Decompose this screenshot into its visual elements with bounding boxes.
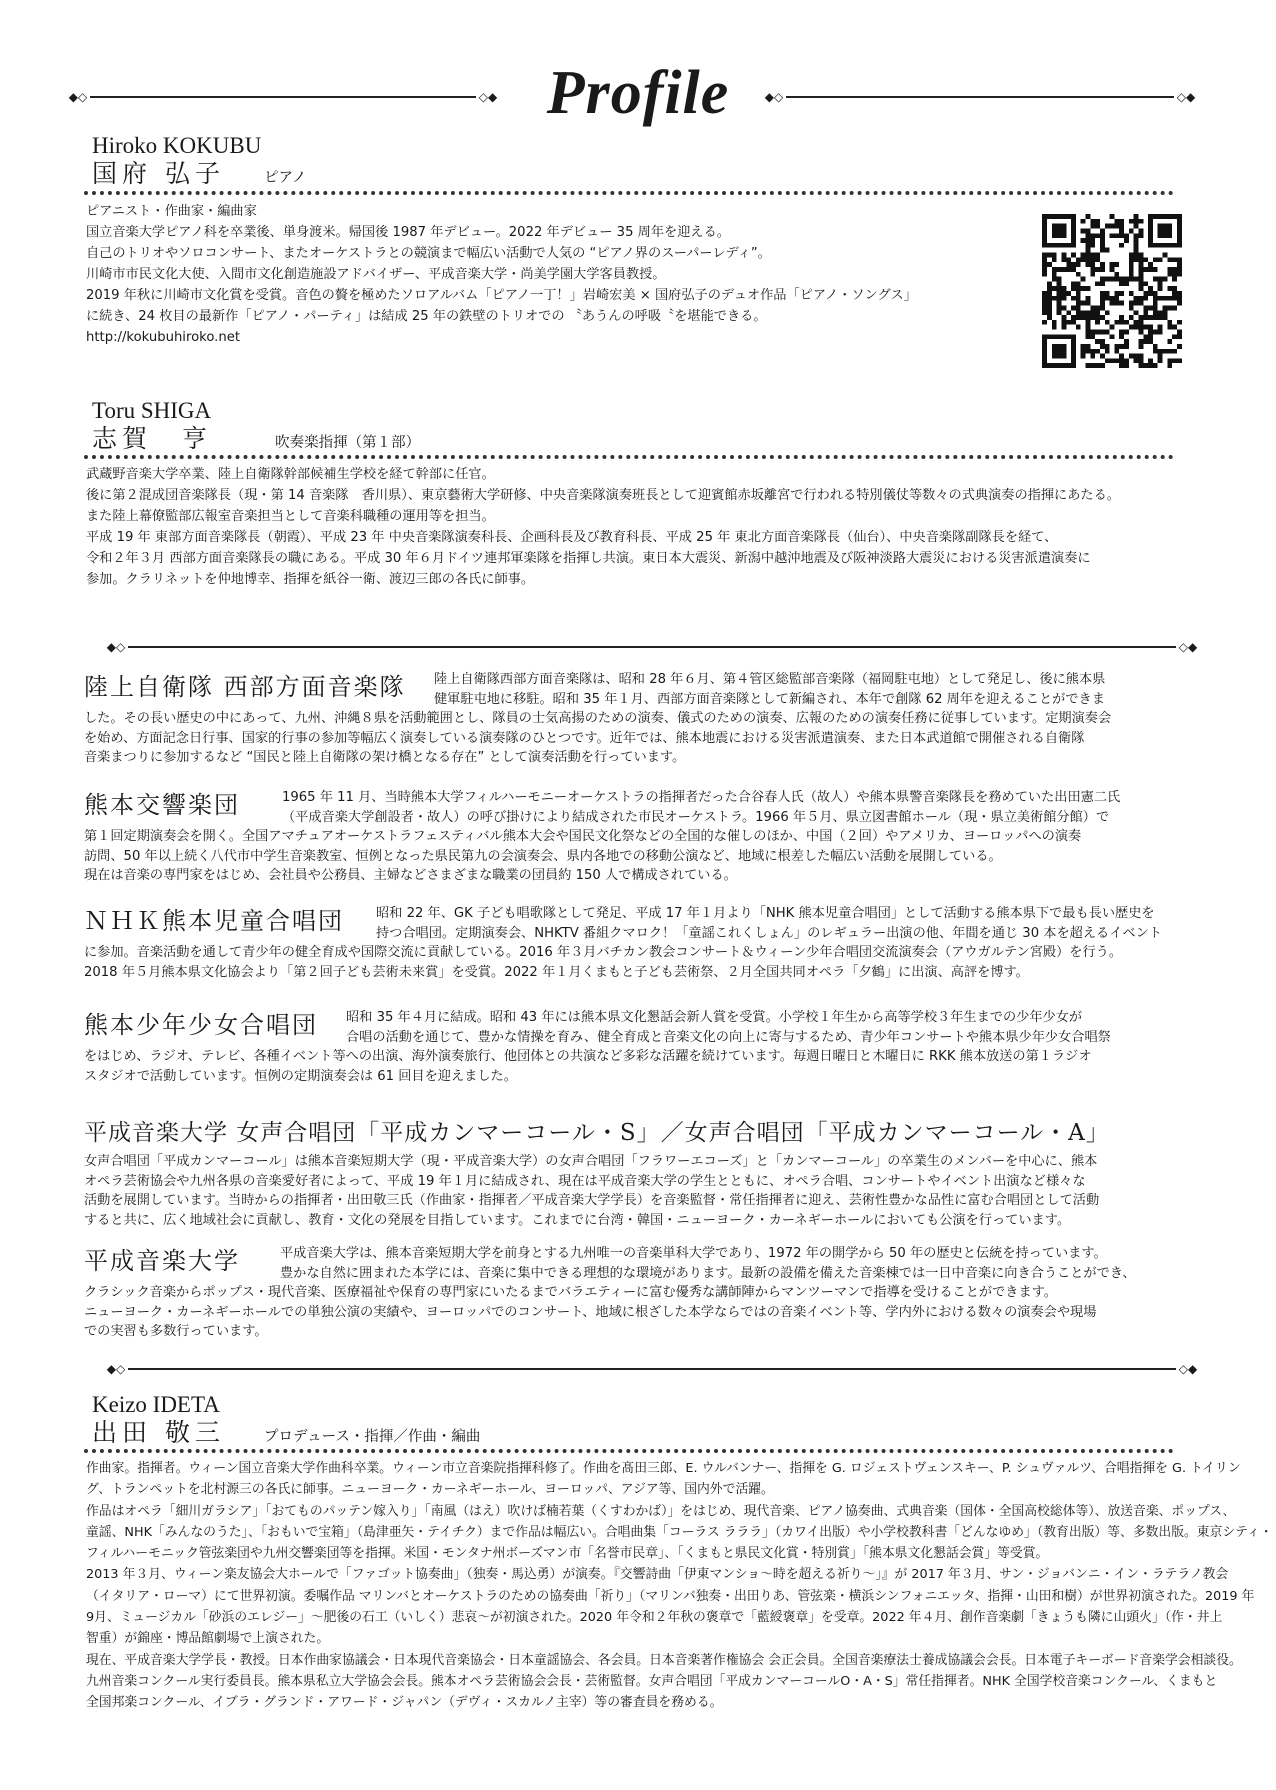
shiga-bio-line: 参加。クラリネットを仲地博幸、指揮を紙谷一衛、渡辺三郎の各氏に師事。 [86, 572, 535, 587]
group-body-line: すると共に、広く地域社会に貢献し、教育・文化の発展を目指しています。これまでに台湾・韓国・ニューヨーク・カーネギーホールにおいても公演を行っています。 [84, 1212, 1071, 1228]
kokubu-name-jp: 国府 弘子 [92, 159, 225, 188]
group-intro [376, 904, 1162, 943]
group-body-line: ニューヨーク・カーネギーホールでの単独公演の実績や、ヨーロッパでのコンサート、地域に根ざした本学ならではの音楽イベント等、学内外における数々の演奏会や現場 [84, 1304, 1097, 1320]
group-title: 熊本交響楽団 [84, 791, 240, 819]
group-body-line: 2018 年５月熊本県文化協会より「第２回子ども芸術未来賞」を受賞。2022 年１月くまもと子ども芸術祭、２月全国共同オペラ「夕鶴」に出演、高評を博す。 [84, 964, 1029, 980]
kokubu-bio-line: に続き、24 枚目の最新作「ピアノ・パーティ」は結成 25 年の鉄壁のトリオでの 〝あうんの呼吸〝を堪能できる。 [86, 309, 767, 324]
group-intro [280, 1244, 1136, 1283]
ideta-bio-line: （イタリア・ローマ）にて世界初演。委嘱作品 マリンバとオーケストラのための協奏曲「祈り」（マリンバ独奏・出田りあ、管弦楽・横浜シンフォニエッタ、指揮・山田和樹）が世界初演された。2019 年 [86, 1588, 1255, 1604]
group-body-line: 現在は音楽の専門家をはじめ、会社員や公務員、主婦などさまざまな職業の団員約 150 人で構成されている。 [84, 868, 737, 883]
group-intro-line: 1965 年 11 月、当時熊本大学フィルハーモニーオーケストラの指揮者だった合谷春人氏（故人）や熊本県警音楽隊長を務めていた出田憲二氏 [282, 790, 1121, 805]
group-body [84, 1047, 1092, 1086]
section-rule-2: ◆◇ ◇◆ [106, 1362, 1198, 1376]
kokubu-role: ピアノ [264, 170, 307, 186]
group-body-line: オペラ芸術協会や九州各県の音楽愛好者によって、平成 19 年１月に結成され、現在は平成音楽大学の学生とともに、オペラ合唱、コンサートやイベント出演など様々な [84, 1173, 1086, 1189]
shiga-bio-line: 武蔵野音楽大学卒業、陸上自衛隊幹部候補生学校を経て幹部に任官。 [86, 467, 495, 482]
group-intro [346, 1008, 1111, 1047]
ideta-bio-line: 現在、平成音楽大学学長・教授。日本作曲家協議会・日本現代音楽協会・日本童謡協会、各会員。日本音楽著作権協会 会正会員。全国音楽療法士養成協議会会長。日本電子キーボード音楽学会相談役。 [86, 1652, 1242, 1668]
kokubu-bio-line: 川崎市市民文化大使、入間市文化創造施設アドバイザー、平成音楽大学・尚美学園大学客員教授。 [86, 267, 666, 282]
shiga-name-jp: 志賀 亨 [92, 424, 213, 453]
kokubu-name-roman: Hiroko KOKUBU [92, 133, 262, 158]
shiga-bio-line: 後に第２混成団音楽隊長（現・第 14 音楽隊 香川県）、東京藝術大学研修、中央音楽隊演奏班長として迎賓館赤坂離宮で行われる特別儀仗等数々の式典演奏の指揮にあたる。 [86, 488, 1120, 503]
group-intro-line: 健軍駐屯地に移駐。昭和 35 年１月、西部方面音楽隊として新編され、本年で創隊 62 周年を迎えることができま [434, 691, 1105, 707]
ideta-bio-line: 作品はオペラ「細川ガラシア」「おてものパッテン嫁入り」「南風（はえ）吹けば楠若葉（くすわかば）」をはじめ、現代音楽、ピアノ協奏曲、式典音楽（国体・全国高校総体等）、放送音楽、ポップス、 [86, 1503, 1236, 1519]
qr-code [1042, 214, 1182, 368]
group-title: 平成音楽大学 [84, 1247, 240, 1275]
group-body-line: 訪問、50 年以上続く八代市中学生音楽教室、恒例となった県民第九の会演奏会、県内各地での移動公演など、地域に根差した幅広い活動を展開している。 [84, 848, 1002, 864]
kokubu-bio-line: http://kokubuhiroko.net [86, 330, 241, 345]
group-title: ＮＨＫ熊本児童合唱団 [84, 907, 344, 935]
group-body-line: クラシック音楽からポップス・現代音楽、医療福祉や保育の専門家にいたるまでバラエティーに富む優秀な講師陣からマンツーマンで指導を受けることができます。 [84, 1285, 1057, 1300]
group-body-line: スタジオで活動しています。恒例の定期演奏会は 61 回目を迎えました。 [84, 1068, 517, 1084]
group-title: 陸上自衛隊 西部方面音楽隊 [84, 673, 406, 701]
group-intro-line: 昭和 22 年、GK 子ども唱歌隊として発足、平成 17 年１月より「NHK 熊本児童合唱団」として活動する熊本県下で最も長い歴史を [376, 906, 1155, 921]
group-body-line: した。その長い歴史の中にあって、九州、沖縄８県を活動範囲とし、隊員の士気高揚のための演奏、儀式のための演奏、広報のための演奏任務に従事しています。定期演奏会 [84, 711, 1112, 726]
ideta-bio-line: 智重）が錦座・博品館劇場で上演された。 [86, 1631, 330, 1647]
ideta-bio-line: 9月、ミュージカル「砂浜のエレジー」〜肥後の石工（いしく）悲哀〜が初演された。2020 年令和２年秋の褒章で「藍綬褒章」を受章。2022 年４月、創作音楽劇「きょうも隣に山頭火」（作・井上 [86, 1610, 1223, 1626]
ideta-bio-line: 2013 年３月、ウィーン楽友協会大ホールで「ファゴット協奏曲」（独奏・馬込勇）が演奏。『交響詩曲「伊東マンショ〜時を超える祈り〜」』が 2017 年３月、サン・ジョバンニ・イン・ラテラノ教会 [86, 1567, 1229, 1583]
ideta-name-roman: Keizo IDETA [92, 1392, 220, 1417]
shiga-bio-line: また陸上幕僚監部広報室音楽担当として音楽科職種の運用等を担当。 [86, 509, 495, 524]
section-rule-1: ◆◇ ◇◆ [106, 640, 1198, 654]
ideta-bio [86, 1458, 1273, 1714]
kokubu-bio-line: 2019 年秋に川崎市文化賞を受賞。音色の贅を極めたソロアルバム「ピアノ一丁！」岩崎宏美 × 国府弘子のデュオ作品「ピアノ・ソングス」 [86, 288, 917, 303]
shiga-name-row [92, 425, 420, 453]
ideta-name-row [92, 1419, 480, 1447]
group-intro-line: 持つ合唱団。定期演奏会、NHKTV 番組クマロク！「童謡これくしょん」のレギュラー出演の他、年間を通じ 30 本を超えるイベント [376, 925, 1162, 941]
ideta-role: プロデュース・指揮／作曲・編曲 [264, 1429, 481, 1445]
group-body-line: 音楽まつりに参加するなど “国民と陸上自衛隊の架け橋となる存在” として演奏活動を行っています。 [84, 750, 686, 765]
title-rule-right: ◆◇ ◇◆ [764, 90, 1196, 104]
ideta-divider [84, 1449, 1174, 1457]
group-body [84, 1283, 1096, 1342]
group-intro-line: 豊かな自然に囲まれた本学には、音楽に集中できる理想的な環境があります。最新の設備を備えた音楽棟では一日中音楽に向き合うことができ、 [280, 1265, 1136, 1281]
group-intro-line: 昭和 35 年４月に結成。昭和 43 年には熊本県文化懇話会新人賞を受賞。小学校１年生から高等学校３年生までの少年少女が [346, 1010, 1083, 1025]
kokubu-bio [86, 201, 917, 348]
ideta-bio-line: フィルハーモニック管弦楽団や九州交響楽団等を指揮。米国・モンタナ州ボーズマン市「名誉市民章」、「くまもと県民文化賞・特別賞」「熊本県文化懇話会賞」等受賞。 [86, 1546, 1049, 1562]
group-body [84, 1152, 1099, 1230]
group-body [84, 709, 1111, 768]
group-body-line: 第１回定期演奏会を開く。全国アマチュアオーケストラフェスティバル熊本大会や国民文化祭などの全国的な催しのほか、中国（２回）やアメリカ、ヨーロッパへの演奏 [84, 829, 1082, 844]
group-body-line: を始め、方面記念日行事、国家的行事の参加等幅広く演奏している演奏隊のひとつです。近年では、熊本地震における災害派遣演奏、また日本武道館で開催される自衛隊 [84, 730, 1085, 746]
group-body-line: に参加。音楽活動を通して青少年の健全育成や国際交流に貢献している。2016 年３月バチカン教会コンサート＆ウィーン少年合唱団交流演奏会（アウガルテン宮殿）を行う。 [84, 945, 1123, 960]
shiga-bio [86, 464, 1120, 590]
kokubu-bio-line: 国立音楽大学ピアノ科を卒業後、単身渡米。帰国後 1987 年デビュー。2022 年デビュー 35 周年を迎える。 [86, 225, 730, 240]
ideta-bio-line: 九州音楽コンクール実行委員長。熊本県私立大学協会会長。熊本オペラ芸術協会会長・芸術監督。女声合唱団「平成カンマーコールO・A・S」常任指揮者。NHK 全国学校音楽コンクール、くまもと [86, 1673, 1218, 1689]
shiga-role: 吹奏楽指揮（第１部） [275, 435, 421, 451]
group-title: 平成音楽大学 女声合唱団「平成カンマーコール・S」／女声合唱団「平成カンマーコール・A」 [84, 1120, 1110, 1146]
group-body-line: 女声合唱団「平成カンマーコール」は熊本音楽短期大学（現・平成音楽大学）の女声合唱団「フラワーエコーズ」と「カンマーコール」の卒業生のメンバーを中心に、熊本 [84, 1154, 1098, 1169]
ideta-bio-line: 作曲家。指揮者。ウィーン国立音楽大学作曲科卒業。ウィーン市立音楽院指揮科修了。作曲を髙田三郎、E. ウルバンナー、指揮を G. ロジェストヴェンスキー、P. シュヴァルツ、合唱指揮を G. トイリン [86, 1461, 1241, 1476]
shiga-bio-line: 平成 19 年 東部方面音楽隊長（朝霞）、平成 23 年 中央音楽隊演奏科長、企画科長及び教育科長、平成 25 年 東北方面音楽隊長（仙台）、中央音楽隊副隊長を経て、 [86, 530, 1058, 545]
group-body [84, 943, 1122, 982]
shiga-divider [84, 455, 1174, 463]
ideta-bio-line: 全国邦楽コンクール、イブラ・グランド・アワード・ジャパン（デヴィ・スカルノ主宰）等の審査員を務める。 [86, 1695, 723, 1711]
group-body-line: 活動を展開しています。当時からの指揮者・出田敬三氏（作曲家・指揮者／平成音楽大学学長）を音楽監督・常任指揮者に迎え、芸術性豊かな品性に富む合唱団として活動 [84, 1193, 1100, 1208]
shiga-name-roman: Toru SHIGA [92, 398, 212, 423]
ideta-name-jp: 出田 敬三 [92, 1418, 225, 1447]
kokubu-divider [84, 191, 1174, 199]
ideta-bio-line: グ、トランペットを北村源三の各氏に師事。ニューヨーク・カーネギーホール、ヨーロッパ、アジア等、国内外で活躍。 [86, 1482, 774, 1498]
page-title: Profile [546, 59, 730, 127]
shiga-bio-line: 令和２年３月 西部方面音楽隊長の職にある。平成 30 年６月ドイツ連邦軍楽隊を指揮し共演。東日本大震災、新潟中越沖地震及び阪神淡路大震災における災害派遣演奏に [86, 551, 1091, 566]
group-intro-line: 陸上自衛隊西部方面音楽隊は、昭和 28 年６月、第４管区総監部音楽隊（福岡駐屯地）として発足し、後に熊本県 [434, 672, 1106, 687]
group-intro-line: （平成音楽大学創設者・故人）の呼び掛けにより結成された市民オーケストラ。1966 年５月、県立図書館ホール（現・県立美術館分館）で [282, 809, 1110, 825]
group-intro [434, 670, 1105, 709]
group-body [84, 827, 1081, 886]
group-intro-line: 平成音楽大学は、熊本音楽短期大学を前身とする九州唯一の音楽単科大学であり、1972 年の開学から 50 年の歴史と伝統を持っています。 [280, 1246, 1107, 1261]
kokubu-bio-line: ピアニスト・作曲家・編曲家 [86, 204, 257, 219]
kokubu-bio-line: 自己のトリオやソロコンサート、またオーケストラとの競演まで幅広い活動で人気の “ピアノ界のスーパーレディ”。 [86, 246, 771, 261]
group-intro-line: 合唱の活動を通じて、豊かな情操を育み、健全育成と音楽文化の向上に寄与するため、青少年コンサートや熊本県少年少女合唱祭 [346, 1029, 1111, 1045]
ideta-bio-line: 童謡、NHK「みんなのうた」、「おもいで宝箱」（島津亜矢・テイチク）まで作品は幅広い。合唱曲集「コーラス ラララ」（カワイ出版）や小学校教科書「どんなゆめ」（教育出版）等、多数出版。東京シティ・ [86, 1524, 1273, 1540]
group-intro [282, 788, 1120, 827]
group-body-line: での実習も多数行っています。 [84, 1324, 268, 1339]
group-title: 熊本少年少女合唱団 [84, 1011, 318, 1039]
group-body-line: をはじめ、ラジオ、テレビ、各種イベント等への出演、海外演奏旅行、他団体との共演など多彩な活躍を続けています。毎週日曜日と木曜日に RKK 熊本放送の第１ラジオ [84, 1049, 1092, 1064]
kokubu-name-row [92, 160, 306, 188]
title-rule-left: ◆◇ ◇◆ [68, 90, 498, 104]
